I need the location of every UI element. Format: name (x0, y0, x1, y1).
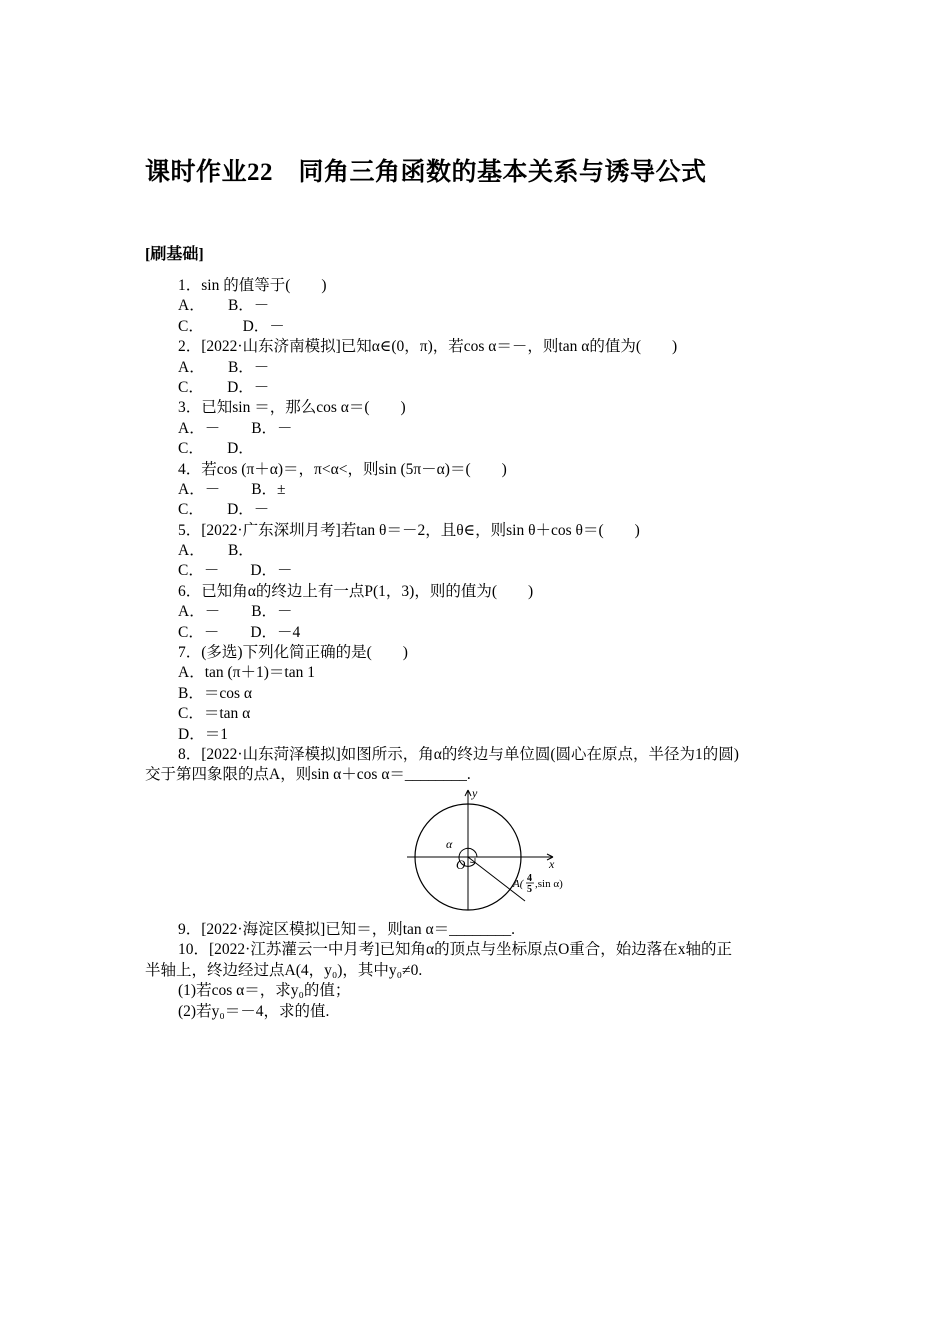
page-title: 课时作业22 同角三角函数的基本关系与诱导公式 (145, 159, 707, 186)
text-line: C． D．－ (178, 378, 270, 396)
text-line: 半轴上，终边经过点A(4，y₀)，其中y₀≠0. (145, 961, 423, 979)
text-line: B．＝cos α (178, 684, 252, 702)
questions-block-1 (145, 276, 810, 786)
text-line: A．－ B．－ (178, 419, 293, 437)
text-line: A． B．－ (178, 297, 270, 315)
text-line: 7．(多选)下列化简正确的是( ) (178, 644, 408, 662)
text-line: 9．[2022·海淀区模拟]已知＝，则tan α＝________. (178, 921, 516, 938)
text-line: C．－ D．－ (178, 562, 293, 580)
text-line: C．＝tan α (178, 705, 251, 723)
text-line: (2)若y₀＝－4，求的值. (178, 1002, 330, 1020)
text-line: 5．[2022·广东深圳月考]若tan θ＝－2，且θ∈，则sin θ＋cos θ＝( ) (178, 521, 640, 539)
text-line: A．tan (π＋1)＝tan 1 (178, 664, 315, 682)
text-line: A．－ B．± (178, 480, 286, 498)
text-line: D．＝1 (178, 725, 228, 743)
text-line: A． B． (178, 542, 254, 560)
point-label-suffix: ,sin α) (535, 878, 563, 890)
point-frac-den: 5 (527, 884, 532, 895)
text-line: A． B．－ (178, 358, 270, 376)
point-frac-num: 4 (527, 873, 532, 884)
text-line: A．－ B．－ (178, 603, 293, 621)
text-line: 1．sin 的值等于( ) (178, 277, 327, 294)
x-axis-label: x (549, 857, 555, 871)
text-line: (1)若cos α＝，求y₀的值； (178, 982, 351, 1000)
text-line: C． D．－ (178, 501, 270, 519)
text-line: 3．已知sin ＝，那么cos α＝( ) (178, 399, 406, 417)
text-line: 6．已知角α的终边上有一点P(1，3)，则的值为( ) (178, 582, 534, 600)
unit-circle-figure (405, 788, 585, 913)
text-line: 10．[2022·江苏灌云一中月考]已知角α的顶点与坐标原点O重合，始边落在x轴的正 (178, 941, 733, 959)
angle-label: α (446, 837, 453, 851)
text-line: 4．若cos (π＋α)＝，π<α<，则sin (5π－α)＝( ) (178, 460, 507, 478)
text-line: C．－ D．－4 (178, 623, 301, 641)
point-label: A( (513, 878, 524, 890)
origin-label: O (456, 857, 466, 872)
text-line: 8．[2022·山东菏泽模拟]如图所示，角α的终边与单位圆(圆心在原点，半径为1的圆) (178, 745, 739, 763)
text-line: 2．[2022·山东济南模拟]已知α∈(0，π)，若cos α＝－，则tan α的值为( ) (178, 338, 678, 356)
questions-block-2 (145, 920, 810, 1022)
text-line: C． D． (178, 440, 254, 458)
text-line: C． D．－ (178, 317, 285, 335)
text-line: 交于第四象限的点A，则sin α＋cos α＝________. (145, 766, 471, 784)
y-axis-label: y (472, 788, 478, 800)
section-heading: [刷基础] (145, 246, 204, 263)
